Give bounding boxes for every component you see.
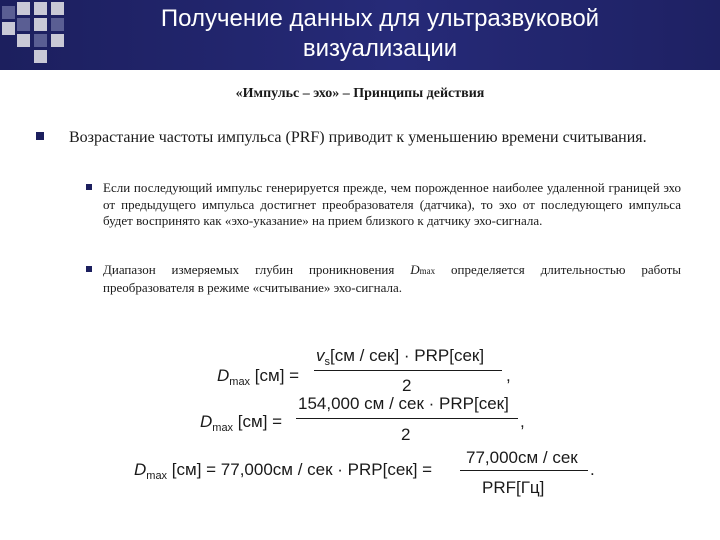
formula-3-lhs: $D_{max}$ [см] = 77,000см / сек · PRP[сек] = [134,460,433,482]
square-bullet-icon [86,266,92,272]
header-bar [0,0,720,70]
formula-3-tail: . [590,460,595,479]
slide-subtitle: «Импульс – эхо» – Принципы действия [235,86,485,101]
formula-3-denominator: PRF[Гц] [482,478,545,497]
formula-1-tail: , [506,366,511,385]
slide-title [80,4,680,64]
formula-2-tail: , [520,412,525,431]
subbullet-2-text-after: определяется длительностью работы преобразователя в режиме «считывание» эхо-сигнала. [103,262,681,295]
square-bullet-icon [36,132,44,140]
formula-2-lhs: $D_{max}$ [см] = [200,412,283,434]
formula-1-numerator: $v_s[см / сек] \cdot PRP[сек]$ [316,346,485,368]
formula-3-numerator: 77,000см / сек [466,448,578,467]
formula-2-denominator: 2 [401,425,411,444]
title-line-2: визуализации [302,35,458,62]
formula-1-denominator: 2 [402,376,412,395]
formula-1-fraction-line [314,370,502,371]
bullet-1-text: Возрастание частоты импульса (PRF) приводит к уменьшению времени считывания. [69,129,647,146]
formula-2-fraction-line [296,418,518,419]
subbullet-2-text-before: Диапазон измеряемых глубин проникновения [103,262,395,277]
title-line-1: Получение данных для ультразвуковой [160,5,600,32]
square-bullet-icon [86,184,92,190]
formula-3-fraction-line [460,470,588,471]
subbullet-2-text [103,262,681,296]
logo-squares [0,0,80,70]
dmax-inline: Dmax [410,262,436,277]
formula-1-lhs: $D_{max}$ [см] = [217,366,300,388]
formula-block [120,342,620,527]
subbullet-1-text: Если последующий импульс генерируется прежде, чем порожденное наиболее удаленной границей эхо от предыдущего импульса достигнет преобразователя (датчика), то эхо от последующего импульса будет воспринято как «эхо-указание» на прием близкого к датчику эхо-сигнала. [103,180,681,228]
formula-2-numerator: 154,000 см / сек · PRP[сек] [298,394,509,413]
